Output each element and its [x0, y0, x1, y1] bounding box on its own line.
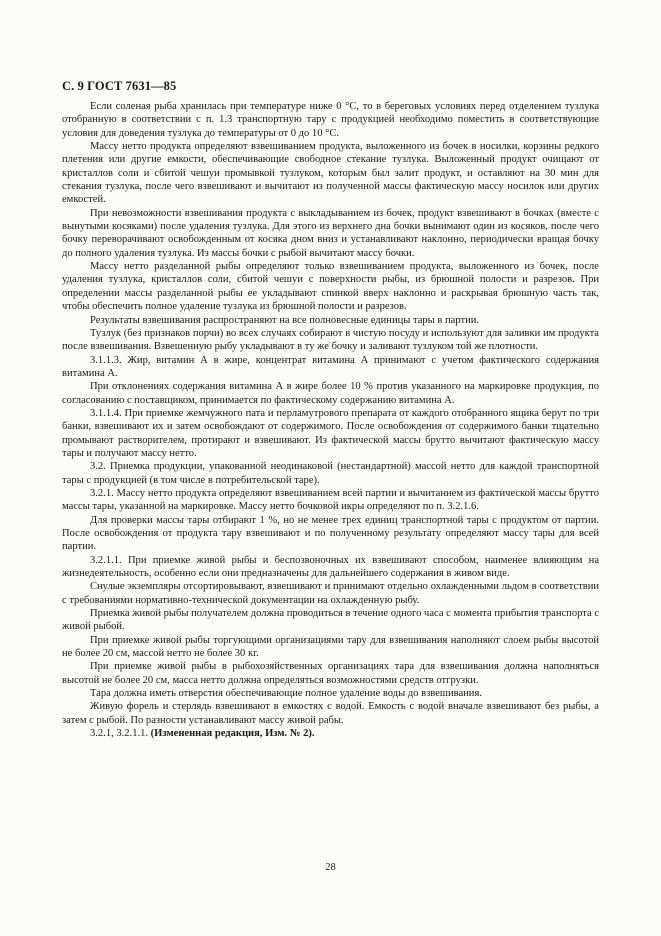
page-number: 28: [325, 862, 336, 873]
amendment-reference: 3.2.1, 3.2.1.1.: [90, 728, 151, 740]
paragraph: Массу нетто продукта определяют взвешиванием продукта, выложенного из бочек в носилки, корзины редкого плетения или другие емкости, обеспечивающие свободное стекание тузлука. Выложенный продукт очищают от кристаллов соли и сбитой чешуи промывкой тузлуком, которым был залит продукт, и оставляют на 30 мин для стекания тузлука, после чего взвешивают и вычитают из полученной массы фактическую массу носилок или других емкостей.: [62, 141, 599, 206]
paragraph: Результаты взвешивания распространяют на все полновесные единицы тары в партии.: [90, 314, 479, 326]
document-body: [62, 100, 599, 741]
paragraph: Тара должна иметь отверстия обеспечивающие полное удаление воды до взвешивания.: [90, 688, 482, 700]
paragraph: 3.1.1.4. При приемке жемчужного пата и перламутрового препарата от каждого отобранного ящика берут по три банки, взвешивают их и затем освобождают от содержимого. После освобождения от содержимого банки тщательно промывают растворителем, протирают и взвешивают. Из фактической массы брутто вычитают фактическую массу тары и получают массу нетто.: [62, 407, 599, 459]
paragraph: Для проверки массы тары отбирают 1 %, но не менее трех единиц транспортной тары с продуктом от партии. После освобождения от продукта тару взвешивают и по полученному результату определяют массу тары для всей партии.: [62, 514, 599, 553]
amendment-label: (Измененная редакция, Изм. № 2).: [150, 728, 315, 740]
paragraph: Если соленая рыба хранилась при температуре ниже 0 °С, то в береговых условиях перед отделением тузлука отобранную в соответствии с п. 1.3 транспортную тару с продукцией необходимо поместить в соответствующие условия для доведения тузлука до температуры от 0 до 10 °С.: [62, 101, 599, 139]
paragraph: Приемка живой рыбы получателем должна проводиться в течение одного часа с момента прибытия транспорта с живой рыбой.: [62, 608, 599, 633]
paragraph: Живую форель и стерлядь взвешивают в емкостях с водой. Емкость с водой вначале взвешивают без рыбы, а затем с рыбой. По разности устанавливают массу живой рабы.: [62, 701, 599, 726]
page-header: С. 9 ГОСТ 7631—85: [62, 79, 177, 93]
paragraph: 3.2. Приемка продукции, упакованной неодинаковой (нестандартной) массой нетто для каждой транспортной тары с продукцией (в том числе в потребительской таре).: [62, 461, 599, 486]
amendment-note: [62, 727, 599, 740]
paragraph: 3.2.1.1. При приемке живой рыбы и беспозвоночных их взвешивают способом, наименее влияющим на жизнедеятельность, особенно если они предназначены для дальнейшего содержания в живом виде.: [62, 554, 599, 580]
paragraph: 3.1.1.3. Жир, витамин А в жире, концентрат витамина А принимают с учетом фактического содержания витамина А.: [62, 354, 599, 379]
paragraph: Снулые экземпляры отсортировывают, взвешивают и принимают отдельно охлажденными льдом в соответствии с требованиями нормативно-технической документации на охлажденную рыбу.: [62, 581, 599, 606]
paragraph: 3.2.1. Массу нетто продукта определяют взвешиванием всей партии и вычитанием из фактической массы брутто массы тары, указанной на маркировке. Массу нетто бочковой икры определяют по п. 3.2.1.6.: [62, 487, 599, 513]
paragraph: При отклонениях содержания витамина А в жире более 10 % против указанного на маркировке продукция, по согласованию с поставщиком, принимается по фактическому содержанию витамина А.: [62, 381, 599, 406]
paragraph: При невозможности взвешивания продукта с выкладыванием из бочек, продукт взвешивают в бочках (вместе с вынутыми косяками) после удаления тузлука. Для этого из верхнего дна бочки вынимают один из косяков, после чего бочку переворачивают освобожденным от косяка дном вниз и устанавливают наклонно, периодически вращая бочку до полного удаления тузлука. Из массы бочки с рыбой вычитают массу бочки.: [62, 207, 599, 259]
paragraph: При приемке живой рыбы в рыбохозяйственных организациях тара для взвешивания должна наполняться высотой не более 20 см, масса нетто должна определяться возможностями средств отгрузки.: [62, 661, 599, 686]
paragraph: Тузлук (без признаков порчи) во всех случаях собирают в чистую посуду и используют для заливки им продукта после взвешивания. Взвешенную рыбу укладывают в ту же бочку и заливают тузлуком той же плотности.: [62, 327, 599, 353]
paragraph: При приемке живой рыбы торгующими организациями тару для взвешивания наполняют слоем рыбы высотой не более 20 см, массой нетто не более 30 кг.: [62, 634, 599, 660]
paragraph: Массу нетто разделанной рыбы определяют только взвешиванием продукта, выложенного из бочек, после удаления тузлука, кристаллов соли, сбитой чешуи с поверхности рыбы, из брюшной полости и разрезов. При определении массы разделанной рыбы ее укладывают спинкой вверх наклонно и раскрывая брюшную часть так, чтобы обеспечить полное удаление тузлука из брюшной полости и разрезов.: [62, 261, 599, 313]
